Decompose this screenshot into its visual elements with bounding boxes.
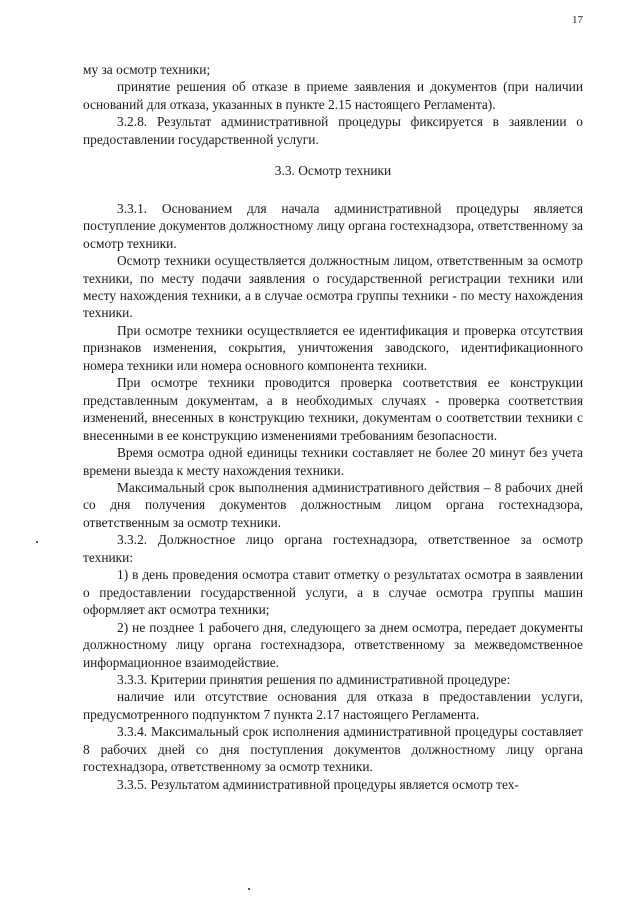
paragraphs-after — [83, 200, 583, 793]
paragraph: 3.3.1. Основанием для начала административной процедуры является поступление документов должностному лицу органа гостехнадзора, ответственному за осмотр техники. — [83, 200, 583, 251]
paragraph: наличие или отсутствие основания для отказа в предоставлении услуги, предусмотренного подпунктом 7 пункта 2.17 настоящего Регламента. — [83, 689, 583, 722]
paragraph: 2) не позднее 1 рабочего дня, следующего за днем осмотра, передает документы должностному лицу органа гостехнадзора, ответственному за межведомственное информационное взаимодействие. — [83, 619, 583, 670]
page-number: 17 — [572, 14, 583, 26]
paragraph: 3.3.4. Максимальный срок исполнения административной процедуры составляет 8 рабочих дней со дня поступления документов должностному лицу органа гостехнадзора, ответственному за осмотр техники. — [83, 724, 583, 775]
paragraph: 3.2.8. Результат административной процедуры фиксируется в заявлении о предоставлении государственной услуги. — [83, 114, 583, 147]
paragraph: 1) в день проведения осмотра ставит отметку о результатах осмотра в заявлении о предоставлении государственной услуги, а в случае осмотра группы машин оформляет акт осмотра техники; — [83, 567, 583, 618]
paragraph: му за осмотр техники; — [83, 62, 211, 77]
paragraphs-before — [83, 61, 583, 148]
paragraph: Максимальный срок выполнения административного действия – 8 рабочих дней со дня получения документов должностным лицом органа гостехнадзора, ответственным за осмотр техники. — [83, 479, 583, 530]
paragraph: Время осмотра одной единицы техники составляет не более 20 минут без учета времени выезда к месту нахождения техники. — [83, 445, 583, 478]
paragraph: 3.3.2. Должностное лицо органа гостехнадзора, ответственное за осмотр техники: — [83, 532, 583, 565]
scan-speck — [248, 888, 250, 890]
section-title: 3.3. Осмотр техники — [274, 163, 392, 179]
scan-speck — [36, 541, 38, 543]
paragraph: 3.3.5. Результатом административной процедуры является осмотр тех- — [117, 776, 519, 792]
paragraph: При осмотре техники проводится проверка соответствия ее конструкции представленным документам, а в необходимых случаях - проверка соответствия изменений, внесенных в конструкцию техники, документам о соответствии техники с внесенными в ее конструкцию изменениями требованиям безопасности. — [83, 375, 583, 443]
paragraph: принятие решения об отказе в приеме заявления и документов (при наличии оснований для отказа, указанных в пункте 2.15 настоящего Регламента). — [83, 79, 583, 112]
paragraph: Осмотр техники осуществляется должностным лицом, ответственным за осмотр техники, по месту подачи заявления о государственной регистрации техники или месту нахождения техники, а в случае осмотра группы техники - по месту нахождения техники. — [83, 253, 583, 321]
paragraph: При осмотре техники осуществляется ее идентификация и проверка отсутствия признаков изменения, сокрытия, уничтожения заводского, идентификационного номера техники или номера основного компонента техники. — [83, 322, 583, 373]
paragraph: 3.3.3. Критерии принятия решения по административной процедуре: — [117, 671, 511, 687]
document-body — [83, 61, 583, 793]
